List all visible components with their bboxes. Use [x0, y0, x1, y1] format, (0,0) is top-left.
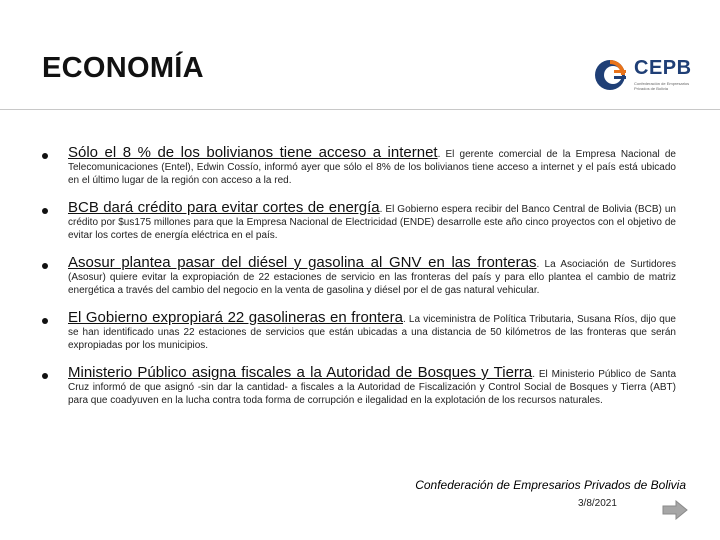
list-item — [42, 201, 676, 242]
news-headline-link[interactable]: BCB dará crédito para evitar cortes de energía — [68, 199, 380, 216]
title-divider — [0, 109, 720, 110]
news-body: . La viceministra de Política Tributaria, Susana Ríos, dijo que se han identificado unas 22 estaciones de servicios que están ubicadas a una distancia de 50 kilómetros de las fronteras que serán expropiadas por los municipios. — [68, 314, 676, 351]
bullet-icon — [42, 153, 48, 159]
list-item — [42, 311, 676, 352]
list-item — [42, 146, 676, 187]
logo-wordmark: CEPB — [634, 57, 692, 79]
news-body: . El gerente comercial de la Empresa Nacional de Telecomunicaciones (Entel), Edwin Cossío, informó ayer que sólo el 8% de los bolivianos tiene acceso a internet y el país está ubicado en el último lugar de la región con acceso a la red. — [68, 149, 676, 186]
logo-subtitle: Confederación de Empresarios Privados de Bolivia — [634, 81, 690, 91]
footer-date: 3/8/2021 — [578, 498, 617, 509]
list-item — [42, 366, 676, 407]
news-list — [42, 146, 676, 421]
slide-title: ECONOMÍA — [42, 52, 204, 84]
bullet-icon — [42, 263, 48, 269]
news-headline-link[interactable]: Ministerio Público asigna fiscales a la Autoridad de Bosques y Tierra — [68, 364, 533, 381]
news-headline-link[interactable]: El Gobierno expropiará 22 gasolineras en frontera — [68, 309, 403, 326]
news-body: . El Gobierno espera recibir del Banco Central de Bolivia (BCB) un crédito por $us175 millones para que la Empresa Nacional de Electricidad (ENDE) desarrolle este año cinco proyectos con el objetivo de evitar los cortes de energía eléctrica en el país. — [68, 204, 676, 241]
news-body: . El Ministerio Público de Santa Cruz informó de que asignó -sin dar la cantidad- a fiscales a la Autoridad de Fiscalización y Control Social de Bosques y Tierra (ABT) para que coadyuven en la lucha contra toda forma de corrupción e ilegalidad en la explotación de los recursos naturales. — [68, 369, 677, 406]
news-headline-link[interactable]: Sólo el 8 % de los bolivianos tiene acceso a internet — [68, 144, 438, 161]
next-arrow-icon[interactable] — [662, 500, 688, 520]
news-headline-link[interactable]: Asosur plantea pasar del diésel y gasolina al GNV en las fronteras — [68, 254, 537, 271]
bullet-icon — [42, 318, 48, 324]
news-body: . La Asociación de Surtidores (Asosur) quiere evitar la expropiación de 22 estaciones de servicio en las fronteras del país y para ello plantea el cambio de matriz energética a través del cambio del negocio en la venta de gasolina y diésel por el de gas natural vehicular. — [68, 259, 676, 296]
footer-organization: Confederación de Empresarios Privados de Bolivia — [415, 478, 686, 492]
bullet-icon — [42, 208, 48, 214]
list-item — [42, 256, 676, 297]
bullet-icon — [42, 373, 48, 379]
